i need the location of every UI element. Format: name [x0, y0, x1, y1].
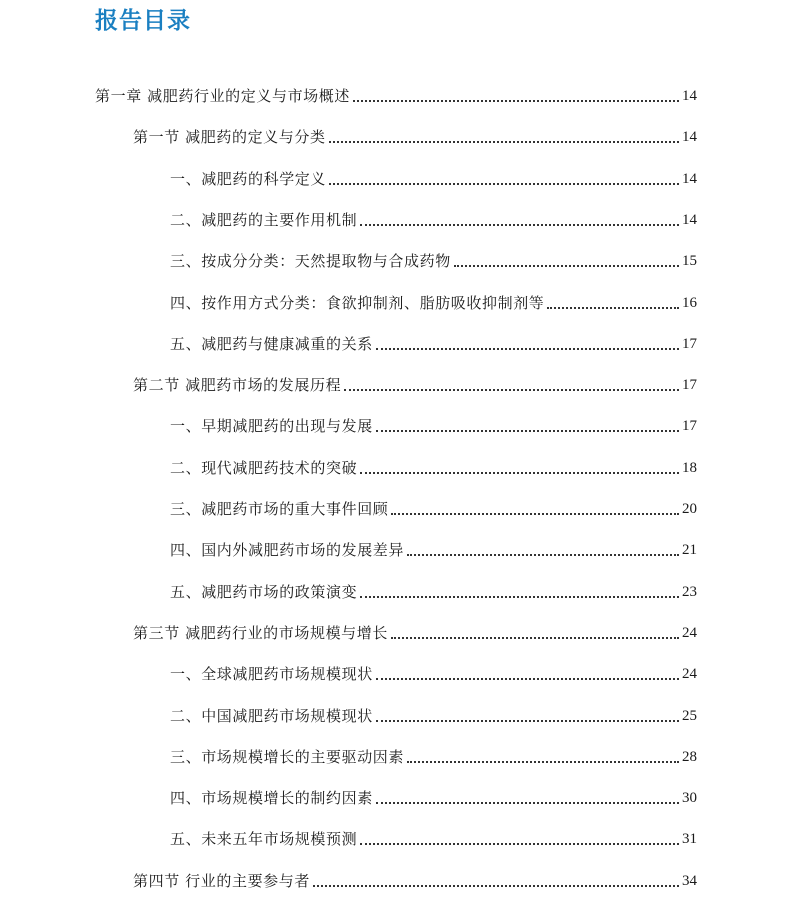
toc-entry[interactable]	[133, 867, 697, 891]
toc-entry[interactable]	[170, 825, 697, 849]
toc-entry-page-number: 34	[682, 872, 697, 889]
page-title: 报告目录	[95, 8, 191, 34]
dot-leader	[360, 596, 679, 598]
dot-leader	[454, 265, 679, 267]
dot-leader	[360, 843, 679, 845]
dot-leader	[407, 554, 679, 556]
toc-entry[interactable]	[133, 371, 697, 395]
toc-entry[interactable]	[170, 454, 697, 478]
toc-entry-page-number: 14	[682, 88, 697, 104]
dot-leader	[407, 761, 679, 763]
toc-entry-label: 第一章 减肥药行业的定义与市场概述	[95, 87, 350, 105]
toc-entry[interactable]	[133, 619, 697, 643]
toc-entry-page-number: 14	[682, 170, 697, 187]
toc-entry-page-number: 17	[682, 418, 697, 435]
toc-entry-label: 二、中国减肥药市场规模现状	[170, 706, 373, 725]
toc-entry-page-number: 30	[682, 790, 697, 807]
toc-entry-page-number: 24	[682, 624, 697, 641]
toc-entry-label: 五、减肥药市场的政策演变	[170, 582, 358, 601]
toc-entry[interactable]	[133, 123, 697, 147]
toc-entry[interactable]	[170, 412, 697, 436]
toc-entry[interactable]	[170, 784, 697, 808]
dot-leader	[360, 472, 679, 474]
toc-entry[interactable]	[170, 660, 697, 684]
toc-entry-page-number: 24	[682, 666, 697, 683]
toc-entry-page-number: 18	[682, 459, 697, 476]
toc-entry-page-number: 25	[682, 707, 697, 724]
dot-leader	[391, 637, 679, 639]
toc-entry-label: 第四节 行业的主要参与者	[133, 871, 310, 890]
toc-entry-page-number: 16	[682, 294, 697, 311]
toc-entry[interactable]	[95, 82, 697, 106]
toc-entry-page-number: 17	[682, 335, 697, 352]
dot-leader	[547, 307, 679, 309]
dot-leader	[353, 100, 679, 102]
toc-entry-label: 一、减肥药的科学定义	[170, 169, 327, 188]
toc-entry-label: 二、现代减肥药技术的突破	[170, 458, 358, 477]
toc-entry[interactable]	[170, 165, 697, 189]
dot-leader	[329, 183, 679, 185]
toc-entry-page-number: 23	[682, 583, 697, 600]
toc-entry-label: 第一节 减肥药的定义与分类	[133, 128, 326, 147]
toc-entry-label: 四、市场规模增长的制约因素	[170, 789, 373, 808]
toc-entry-page-number: 31	[682, 831, 697, 848]
dot-leader	[376, 678, 679, 680]
toc-entry-label: 五、未来五年市场规模预测	[170, 830, 358, 849]
toc-entry-label: 第三节 减肥药行业的市场规模与增长	[133, 623, 388, 642]
toc-entry-page-number: 28	[682, 748, 697, 765]
toc-entry[interactable]	[170, 536, 697, 560]
toc-entry-label: 二、减肥药的主要作用机制	[170, 210, 358, 229]
dot-leader	[376, 720, 679, 722]
toc-entry-page-number: 17	[682, 377, 697, 394]
toc-entry-label: 四、按作用方式分类：食欲抑制剂、脂肪吸收抑制剂等	[170, 293, 545, 312]
toc-entry-label: 第二节 减肥药市场的发展历程	[133, 376, 342, 395]
toc-entry[interactable]	[170, 495, 697, 519]
dot-leader	[376, 802, 679, 804]
toc-entry-page-number: 21	[682, 542, 697, 559]
toc-entry-page-number: 15	[682, 253, 697, 270]
dot-leader	[313, 885, 679, 887]
toc-entry-label: 四、国内外减肥药市场的发展差异	[170, 541, 405, 560]
toc-entry-label: 三、按成分分类：天然提取物与合成药物	[170, 252, 451, 271]
dot-leader	[391, 513, 679, 515]
toc-entry[interactable]	[170, 330, 697, 354]
toc-entry[interactable]	[170, 743, 697, 767]
toc-entry-label: 三、减肥药市场的重大事件回顾	[170, 500, 389, 518]
toc-entry-page-number: 14	[682, 129, 697, 146]
dot-leader	[376, 430, 679, 432]
dot-leader	[344, 389, 679, 391]
dot-leader	[329, 141, 679, 143]
toc-entry[interactable]	[170, 578, 697, 602]
toc-entry-page-number: 14	[682, 211, 697, 228]
dot-leader	[376, 348, 679, 350]
toc-entry-label: 一、早期减肥药的出现与发展	[170, 417, 373, 436]
toc-entry-page-number: 20	[682, 501, 697, 517]
toc-entry-label: 一、全球减肥药市场规模现状	[170, 665, 373, 684]
toc-entry-label: 五、减肥药与健康减重的关系	[170, 334, 373, 353]
toc-entry[interactable]	[170, 247, 697, 271]
toc-entry[interactable]	[170, 206, 697, 230]
toc-entry-label: 三、市场规模增长的主要驱动因素	[170, 747, 405, 766]
toc-entry[interactable]	[170, 702, 697, 726]
dot-leader	[360, 224, 679, 226]
toc-entry[interactable]	[170, 289, 697, 313]
